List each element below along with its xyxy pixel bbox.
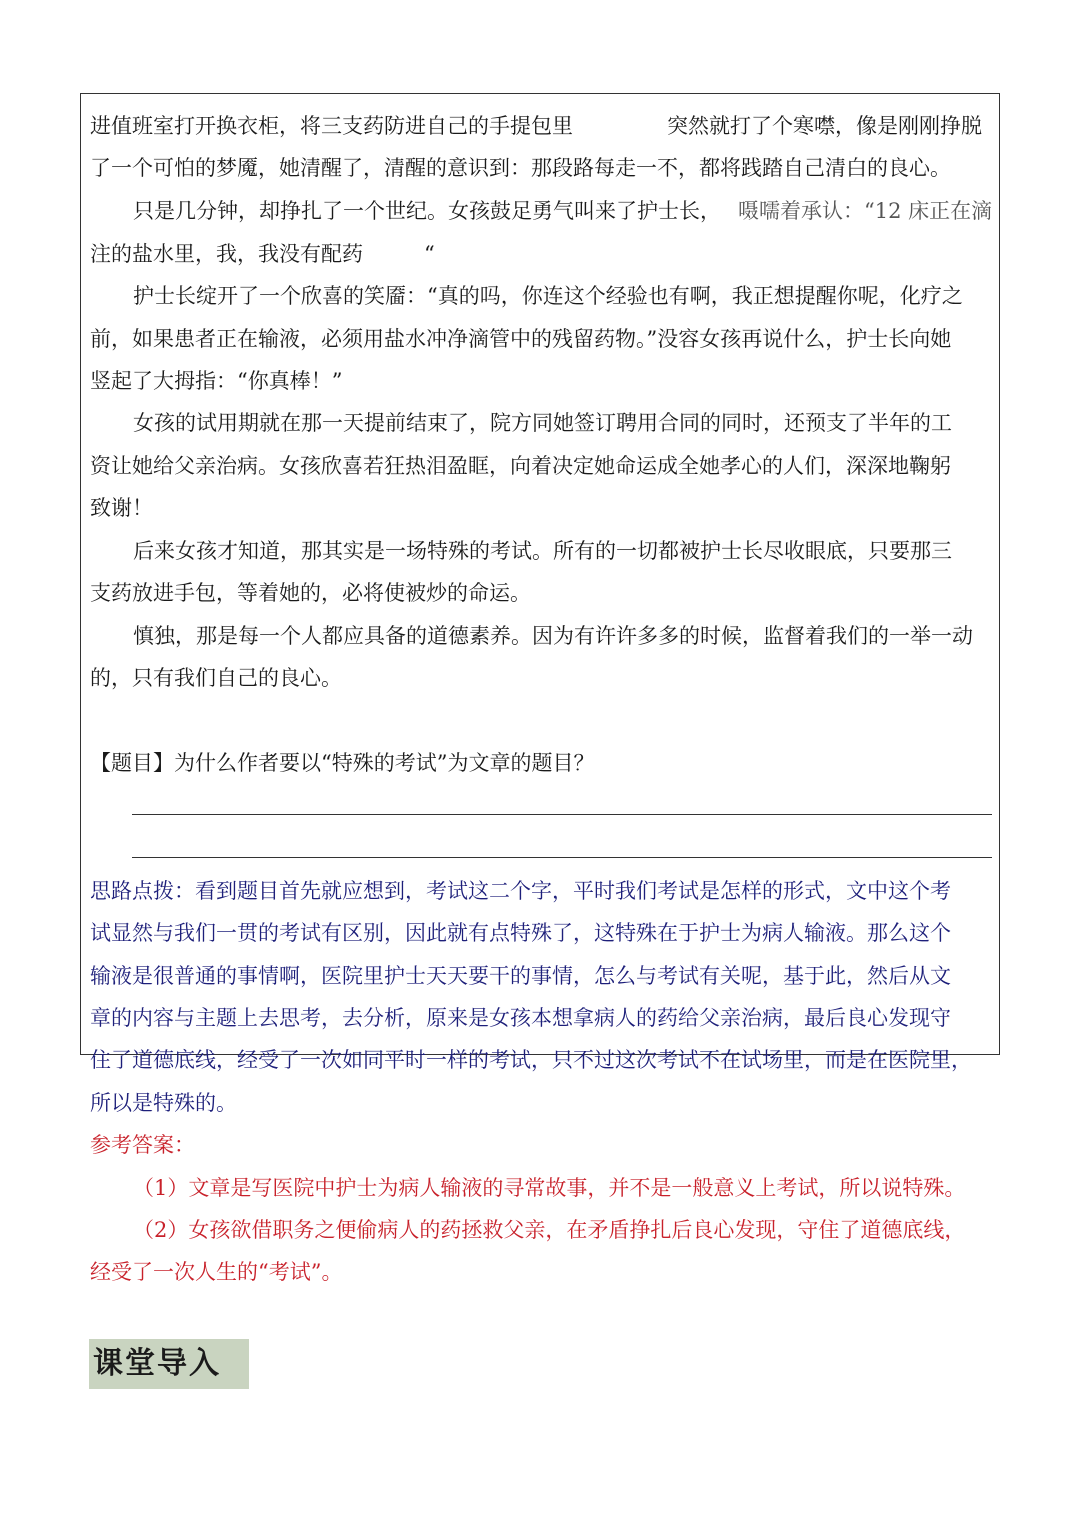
story-line: 前，如果患者正在输液，必须用盐水冲净滴管中的残留药物。”没容女孩再说什么，护士长向她 (90, 327, 952, 351)
story-line: 了一个可怕的梦魇，她清醒了，清醒的意识到：那段路每走一不，都将践踏自己清白的良心。 (90, 156, 951, 180)
story-line: 致谢！ (90, 496, 153, 520)
story-line: 支药放进手包，等着她的，必将使被炒的命运。 (90, 581, 531, 605)
story-line: 注的盐水里，我，我没有配药 (90, 242, 363, 266)
story-line: 嗫嚅着承认：“12 床正在滴 (738, 199, 993, 223)
story-line: 慎独，那是每一个人都应具备的道德素养。因为有许许多多的时候，监督着我们的一举一动 (133, 624, 973, 648)
answer-line: （1）文章是写医院中护士为病人输液的寻常故事，并不是一般意义上考试，所以说特殊。 (133, 1176, 966, 1200)
story-line: “ (424, 242, 435, 266)
content-frame (80, 93, 1000, 1055)
story-line: 资让她给父亲治病。女孩欣喜若狂热泪盈眶，向着决定她命运成全她孝心的人们，深深地鞠躬 (90, 454, 951, 478)
hint-line: 所以是特殊的。 (90, 1091, 237, 1115)
answer-label: 参考答案： (90, 1133, 195, 1157)
question-label: 【题目】为什么作者要以“特殊的考试”为文章的题目？ (90, 751, 595, 775)
answer-blank-line (132, 814, 992, 815)
hint-line: 章的内容与主题上去思考，去分析，原来是女孩本想拿病人的药给父亲治病，最后良心发现守 (90, 1006, 951, 1030)
story-line: 的，只有我们自己的良心。 (90, 666, 342, 690)
section-title: 课堂导入 (89, 1339, 249, 1389)
story-line: 护士长绽开了一个欣喜的笑靥：“真的吗，你连这个经验也有啊，我正想提醒你呢，化疗之 (133, 284, 963, 308)
hint-line: 思路点拨：看到题目首先就应想到，考试这二个字，平时我们考试是怎样的形式，文中这个考 (90, 879, 951, 903)
answer-blank-line (132, 857, 992, 858)
hint-line: 输液是很普通的事情啊，医院里护士天天要干的事情，怎么与考试有关呢，基于此，然后从文 (90, 964, 951, 988)
story-line: 后来女孩才知道，那其实是一场特殊的考试。所有的一切都被护士长尽收眼底，只要那三 (133, 539, 952, 563)
story-line: 女孩的试用期就在那一天提前结束了，院方同她签订聘用合同的同时，还预支了半年的工 (133, 411, 952, 435)
answer-line: 经受了一次人生的“考试”。 (90, 1260, 343, 1284)
hint-line: 住了道德底线，经受了一次如同平时一样的考试，只不过这次考试不在试场里，而是在医院里， (90, 1048, 972, 1072)
story-line: 突然就打了个寒噤，像是刚刚挣脱 (667, 114, 982, 138)
story-line: 只是几分钟，却挣扎了一个世纪。女孩鼓足勇气叫来了护士长， (133, 199, 721, 223)
story-line: 竖起了大拇指：“你真棒！” (90, 369, 343, 393)
hint-line: 试显然与我们一贯的考试有区别，因此就有点特殊了，这特殊在于护士为病人输液。那么这个 (90, 921, 951, 945)
answer-line: （2）女孩欲借职务之便偷病人的药拯救父亲，在矛盾挣扎后良心发现，守住了道德底线， (133, 1218, 966, 1242)
story-line: 进值班室打开换衣柜，将三支药防进自己的手提包里 (90, 114, 573, 138)
